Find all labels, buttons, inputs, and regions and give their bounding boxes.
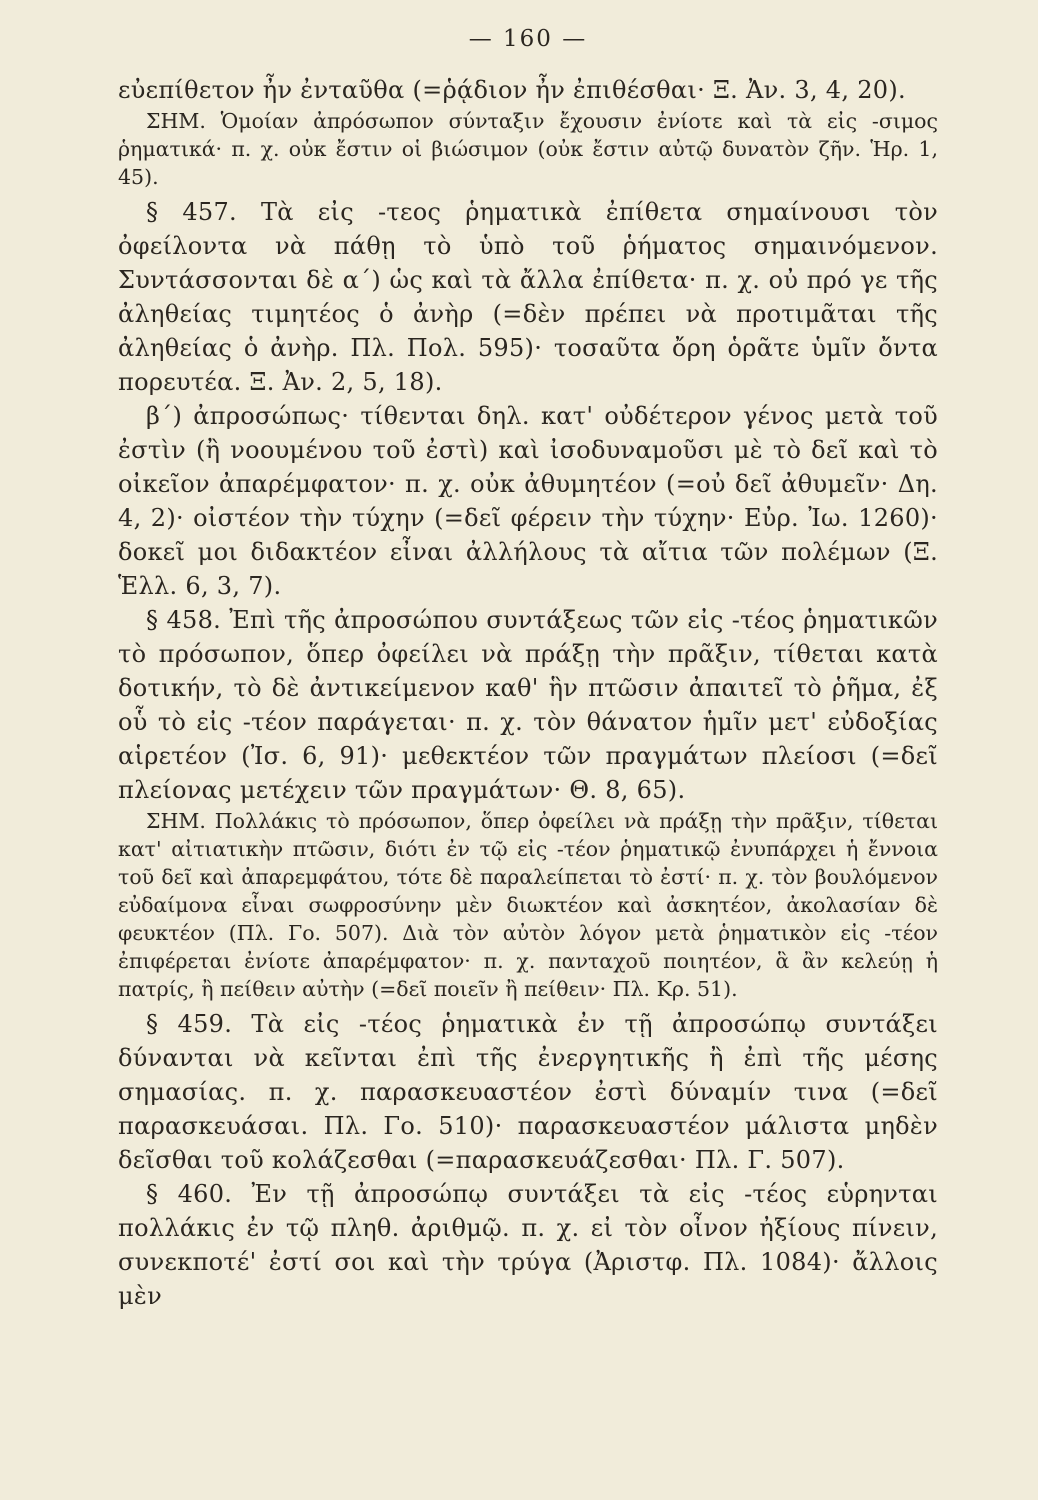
- section-458: § 458. Ἐπὶ τῆς ἀπροσώπου συντάξεως τῶν εἰς -τέος ῥηματικῶν τὸ πρόσωπον, ὅπερ ὀφείλει νὰ πράξῃ τὴν πρᾶξιν, τίθεται κατὰ δοτικήν, τὸ δὲ ἀντικείμενον καθ' ἣν πτῶσιν ἀπαιτεῖ τὸ ῥῆμα, ἐξ οὗ τὸ εἰς -τέον παράγεται· π. χ. τὸν θάνατον ἡμῖν μετ' εὐδοξίας αἱρετέον (Ἰσ. 6, 91)· μεθεκτέον τῶν πραγμάτων πλείοσι (=δεῖ πλείονας μετέχειν τῶν πραγμάτων· Θ. 8, 65).: [118, 606, 938, 804]
- section-460: § 460. Ἐν τῇ ἀπροσώπῳ συντάξει τὰ εἰς -τέος εὑρηνται πολλάκις ἐν τῷ πληθ. ἀριθμῷ. π. χ. εἰ τὸν οἶνον ἠξίους πίνειν, συνεκποτέ' ἐστί σοι καὶ τὴν τρύγα (Ἀριστφ. Πλ. 1084)· ἄλλοις μὲν: [118, 1180, 938, 1310]
- page-number: — 160 —: [468, 26, 588, 52]
- note-paragraph: ΣΗΜ. Πολλάκις τὸ πρόσωπον, ὅπερ ὀφείλει νὰ πράξῃ τὴν πρᾶξιν, τίθεται κατ' αἰτιατικὴν πτῶσιν, διότι ἐν τῷ εἰς -τέον ῥηματικῷ ἐνυπάρχει ἡ ἔννοια τοῦ δεῖ καὶ ἀπαρεμφάτου, τότε δὲ παραλείπεται τὸ ἐστί· π. χ. τὸν βουλόμενον εὐδαίμονα εἶναι σωφροσύνην μὲν διωκτέον καὶ ἀσκητέον, ἀκολασίαν δὲ φευκτέον (Πλ. Γο. 507). Διὰ τὸν αὐτὸν λόγον μετὰ ῥηματικὸν εἰς -τέον ἐπιφέρεται ἐνίοτε ἀπαρέμφατον· π. χ. πανταχοῦ ποιητέον, ἃ ἂν κελεύῃ ἡ πατρίς, ἢ πείθειν αὐτὴν (=δεῖ ποιεῖν ἢ πείθειν· Πλ. Κρ. 51).: [118, 809, 938, 1001]
- section-457-b: β΄) ἀπροσώπως· τίθενται δηλ. κατ' οὐδέτερον γένος μετὰ τοῦ ἐστὶν (ἢ νοουμένου τοῦ ἐστὶ) καὶ ἰσοδυναμοῦσι μὲ τὸ δεῖ καὶ τὸ οἰκεῖον ἀπαρέμφατον· π. χ. οὐκ ἀθυμητέον (=οὐ δεῖ ἀθυμεῖν· Δη. 4, 2)· οἰστέον τὴν τύχην (=δεῖ φέρειν τὴν τύχην· Εὐρ. Ἰω. 1260)· δοκεῖ μοι διδακτέον εἶναι ἀλλήλους τὰ αἴτια τῶν πολέμων (Ξ. Ἑλλ. 6, 3, 7).: [118, 402, 938, 600]
- note-paragraph: ΣΗΜ. Ὁμοίαν ἀπρόσωπον σύνταξιν ἔχουσιν ἐνίοτε καὶ τὰ εἰς -σιμος ῥηματικά· π. χ. οὐκ ἔστιν οἱ βιώσιμον (οὐκ ἔστιν αὐτῷ δυνατὸν ζῆν. Ἡρ. 1, 45).: [118, 109, 938, 189]
- section-457: § 457. Τὰ εἰς -τεος ῥηματικὰ ἐπίθετα σημαίνουσι τὸν ὀφείλοντα νὰ πάθῃ τὸ ὑπὸ τοῦ ῥήματος σημαινόμενον. Συντάσσονται δὲ α΄) ὡς καὶ τὰ ἄλλα ἐπίθετα· π. χ. οὐ πρό γε τῆς ἀληθείας τιμητέος ὁ ἀνὴρ (=δὲν πρέπει νὰ προτιμᾶται τῆς ἀληθείας ὁ ἀνὴρ. Πλ. Πολ. 595)· τοσαῦτα ὄρη ὁρᾶτε ὑμῖν ὄντα πορευτέα. Ξ. Ἀν. 2, 5, 18).: [118, 198, 938, 396]
- section-459: § 459. Τὰ εἰς -τέος ῥηματικὰ ἐν τῇ ἀπροσώπῳ συντάξει δύνανται νὰ κεῖνται ἐπὶ τῆς ἐνεργητικῆς ἢ ἐπὶ τῆς μέσης σημασίας. π. χ. παρασκευαστέον ἐστὶ δύναμίν τινα (=δεῖ παρασκευάσαι. Πλ. Γο. 510)· παρασκευαστέον μάλιστα μηδὲν δεῖσθαι τοῦ κολάζεσθαι (=παρασκευάζεσθαι· Πλ. Γ. 507).: [118, 1010, 938, 1174]
- paragraph-continuation: εὐεπίθετον ἦν ἐνταῦθα (=ῥᾴδιον ἦν ἐπιθέσθαι· Ξ. Ἀν. 3, 4, 20).: [118, 76, 906, 104]
